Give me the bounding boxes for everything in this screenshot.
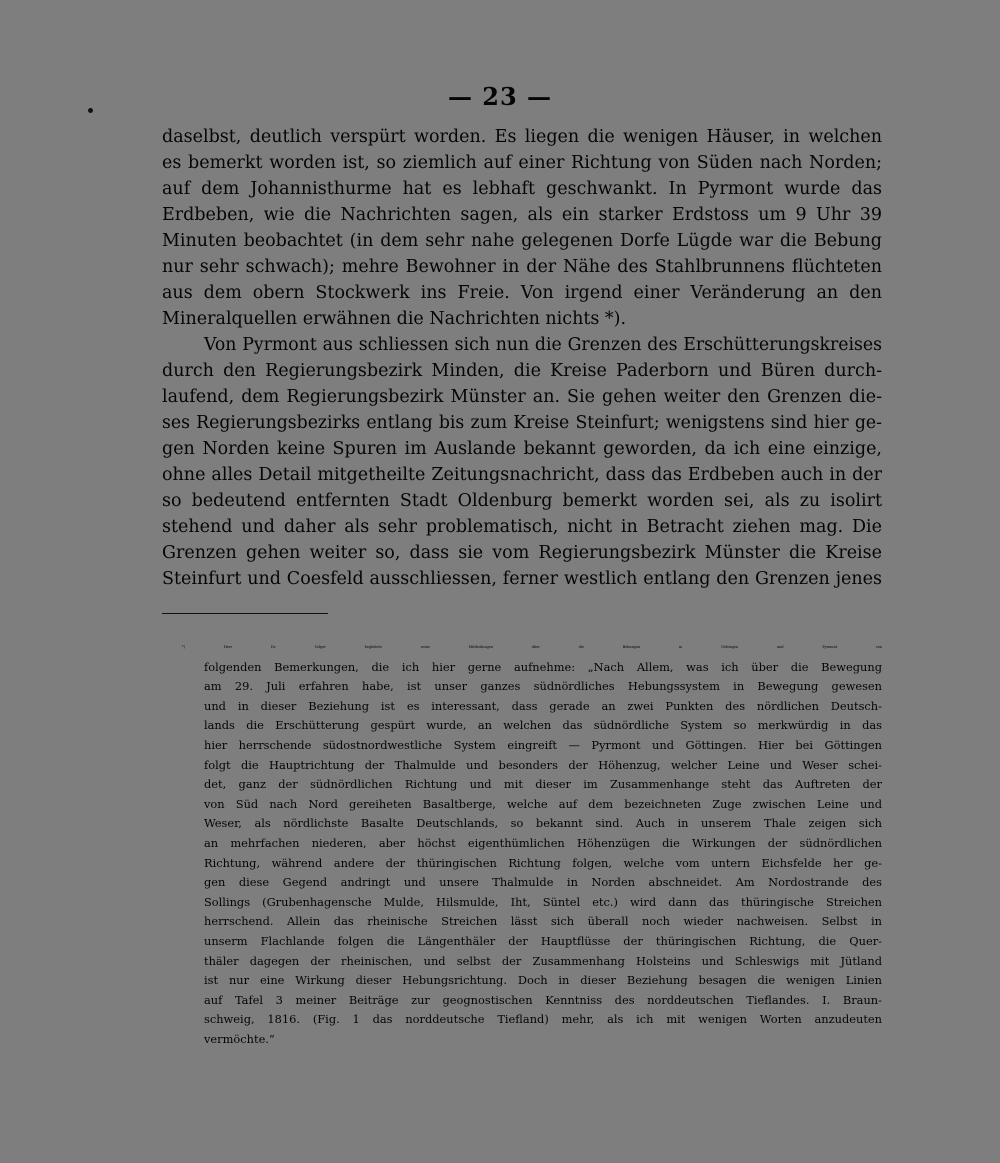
- body-text: [162, 124, 882, 592]
- text-line: ohne alles Detail mitgetheilte Zeitungsnachricht, dass das Erdbeben auch in der: [162, 465, 882, 485]
- footnote-line: und in dieser Beziehung ist es interessant, dass gerade an zwei Punkten des nördlichen Deutsch-: [204, 698, 882, 713]
- footnote-line: *) Herr Dr. Volger begleitete seine Mittheilungen über die Bebungen in Göttingen und Pyrmont von: [182, 645, 882, 649]
- footnote-line: Weser, als nördlichste Basalte Deutschlands, so bekannt sind. Auch in unserem Thale zeigen sich: [204, 816, 882, 831]
- text-line: Erdbeben, wie die Nachrichten sagen, als ein starker Erdstoss um 9 Uhr 39: [162, 205, 882, 225]
- footnote-line: unserm Flachlande folgen die Längenthäler der Hauptflüsse der thüringischen Richtung, die Quer-: [204, 933, 882, 948]
- footnote-line: gen diese Gegend andringt und unsere Thalmulde in Norden abschneidet. Am Nordostrande des: [204, 875, 882, 890]
- page-number: — 23 —: [447, 82, 553, 111]
- text-line: Von Pyrmont aus schliessen sich nun die Grenzen des Erschütterungskreises: [204, 335, 882, 355]
- footnote-line: ist nur eine Wirkung dieser Hebungsrichtung. Doch in dieser Beziehung besagen die wenigen Linien: [204, 973, 882, 988]
- text-line: so bedeutend entfernten Stadt Oldenburg bemerkt worden sei, als zu isolirt: [162, 491, 882, 511]
- footnote: [184, 638, 882, 1049]
- text-line: gen Norden keine Spuren im Auslande bekannt geworden, da ich eine einzige,: [162, 439, 882, 459]
- footnote-divider: [162, 613, 328, 614]
- text-line: stehend und daher als sehr problematisch, nicht in Betracht ziehen mag. Die: [162, 517, 882, 537]
- footnote-line: an mehrfachen niederen, aber höchst eigenthümlichen Höhenzügen die Wirkungen der südnördlichen: [204, 835, 882, 850]
- footnote-line: thäler dagegen der rheinischen, und selbst der Zusammenhang Holsteins und Schleswigs mit Jütland: [204, 953, 882, 968]
- text-line: Grenzen gehen weiter so, dass sie vom Regierungsbezirk Münster die Kreise: [162, 543, 882, 563]
- text-line: laufend, dem Regierungsbezirk Münster an. Sie gehen weiter den Grenzen die-: [162, 387, 882, 407]
- footnote-line: folgt die Hauptrichtung der Thalmulde und besonders der Höhenzug, welcher Leine und Weser schei-: [204, 757, 882, 772]
- text-line: auf dem Johannisthurme hat es lebhaft geschwankt. In Pyrmont wurde das: [162, 179, 882, 199]
- footnote-line: Sollings (Grubenhagensche Mulde, Hilsmulde, Iht, Süntel etc.) wird dann das thüringische Streichen: [204, 894, 882, 909]
- footnote-line: Richtung, während andere der thüringischen Richtung folgen, welche vom untern Eichsfelde her ge-: [204, 855, 882, 870]
- text-line: daselbst, deutlich verspürt worden. Es liegen die wenigen Häuser, in welchen: [162, 127, 882, 147]
- footnote-line: folgenden Bemerkungen, die ich hier gerne aufnehme: „Nach Allem, was ich über die Bewegung: [204, 659, 882, 674]
- text-line: Minuten beobachtet (in dem sehr nahe gelegenen Dorfe Lügde war die Bebung: [162, 231, 882, 251]
- footnote-line: det, ganz der südnördlichen Richtung und mit dieser im Zusammenhange steht das Auftreten der: [204, 777, 882, 792]
- footnote-line: hier herrschende südostnordwestliche System eingreift — Pyrmont und Göttingen. Hier bei Göttingen: [204, 737, 882, 752]
- footnote-line: auf Tafel 3 meiner Beiträge zur geognostischen Kenntniss des norddeutschen Tieflandes. I. Braun-: [204, 992, 882, 1007]
- text-line: Steinfurt und Coesfeld ausschliessen, ferner westlich entlang den Grenzen jenes: [162, 569, 882, 589]
- footnote-line: am 29. Juli erfahren habe, ist unser ganzes südnördliches Hebungssystem in Bewegung gewesen: [204, 679, 882, 694]
- footnote-line: herrschend. Allein das rheinische Streichen lässt sich überall noch wieder nachweisen. Selbst in: [204, 914, 882, 929]
- text-line: aus dem obern Stockwerk ins Freie. Von irgend einer Veränderung an den: [162, 283, 882, 303]
- footnote-line: lands die Erschütterung gespürt wurde, an welchen das südnördliche System so merkwürdig in das: [204, 718, 882, 733]
- text-line: es bemerkt worden ist, so ziemlich auf einer Richtung von Süden nach Norden;: [162, 153, 882, 173]
- text-line: ses Regierungsbezirks entlang bis zum Kreise Steinfurt; wenigstens sind hier ge-: [162, 413, 882, 433]
- footnote-line: schweig, 1816. (Fig. 1 das norddeutsche Tiefland) mehr, als ich mit wenigen Worten anzudeuten: [204, 1012, 882, 1027]
- footnote-line: vermöchte.“: [204, 1031, 275, 1046]
- text-line: nur sehr schwach); mehre Bewohner in der Nähe des Stahlbrunnens flüchteten: [162, 257, 882, 277]
- text-line: Mineralquellen erwähnen die Nachrichten nichts *).: [162, 309, 627, 329]
- text-line: durch den Regierungsbezirk Minden, die Kreise Paderborn und Büren durch-: [162, 361, 882, 381]
- footnote-line: von Süd nach Nord gereiheten Basaltberge, welche auf dem bezeichneten Zuge zwischen Leine und: [204, 796, 882, 811]
- ink-speck: [88, 108, 93, 113]
